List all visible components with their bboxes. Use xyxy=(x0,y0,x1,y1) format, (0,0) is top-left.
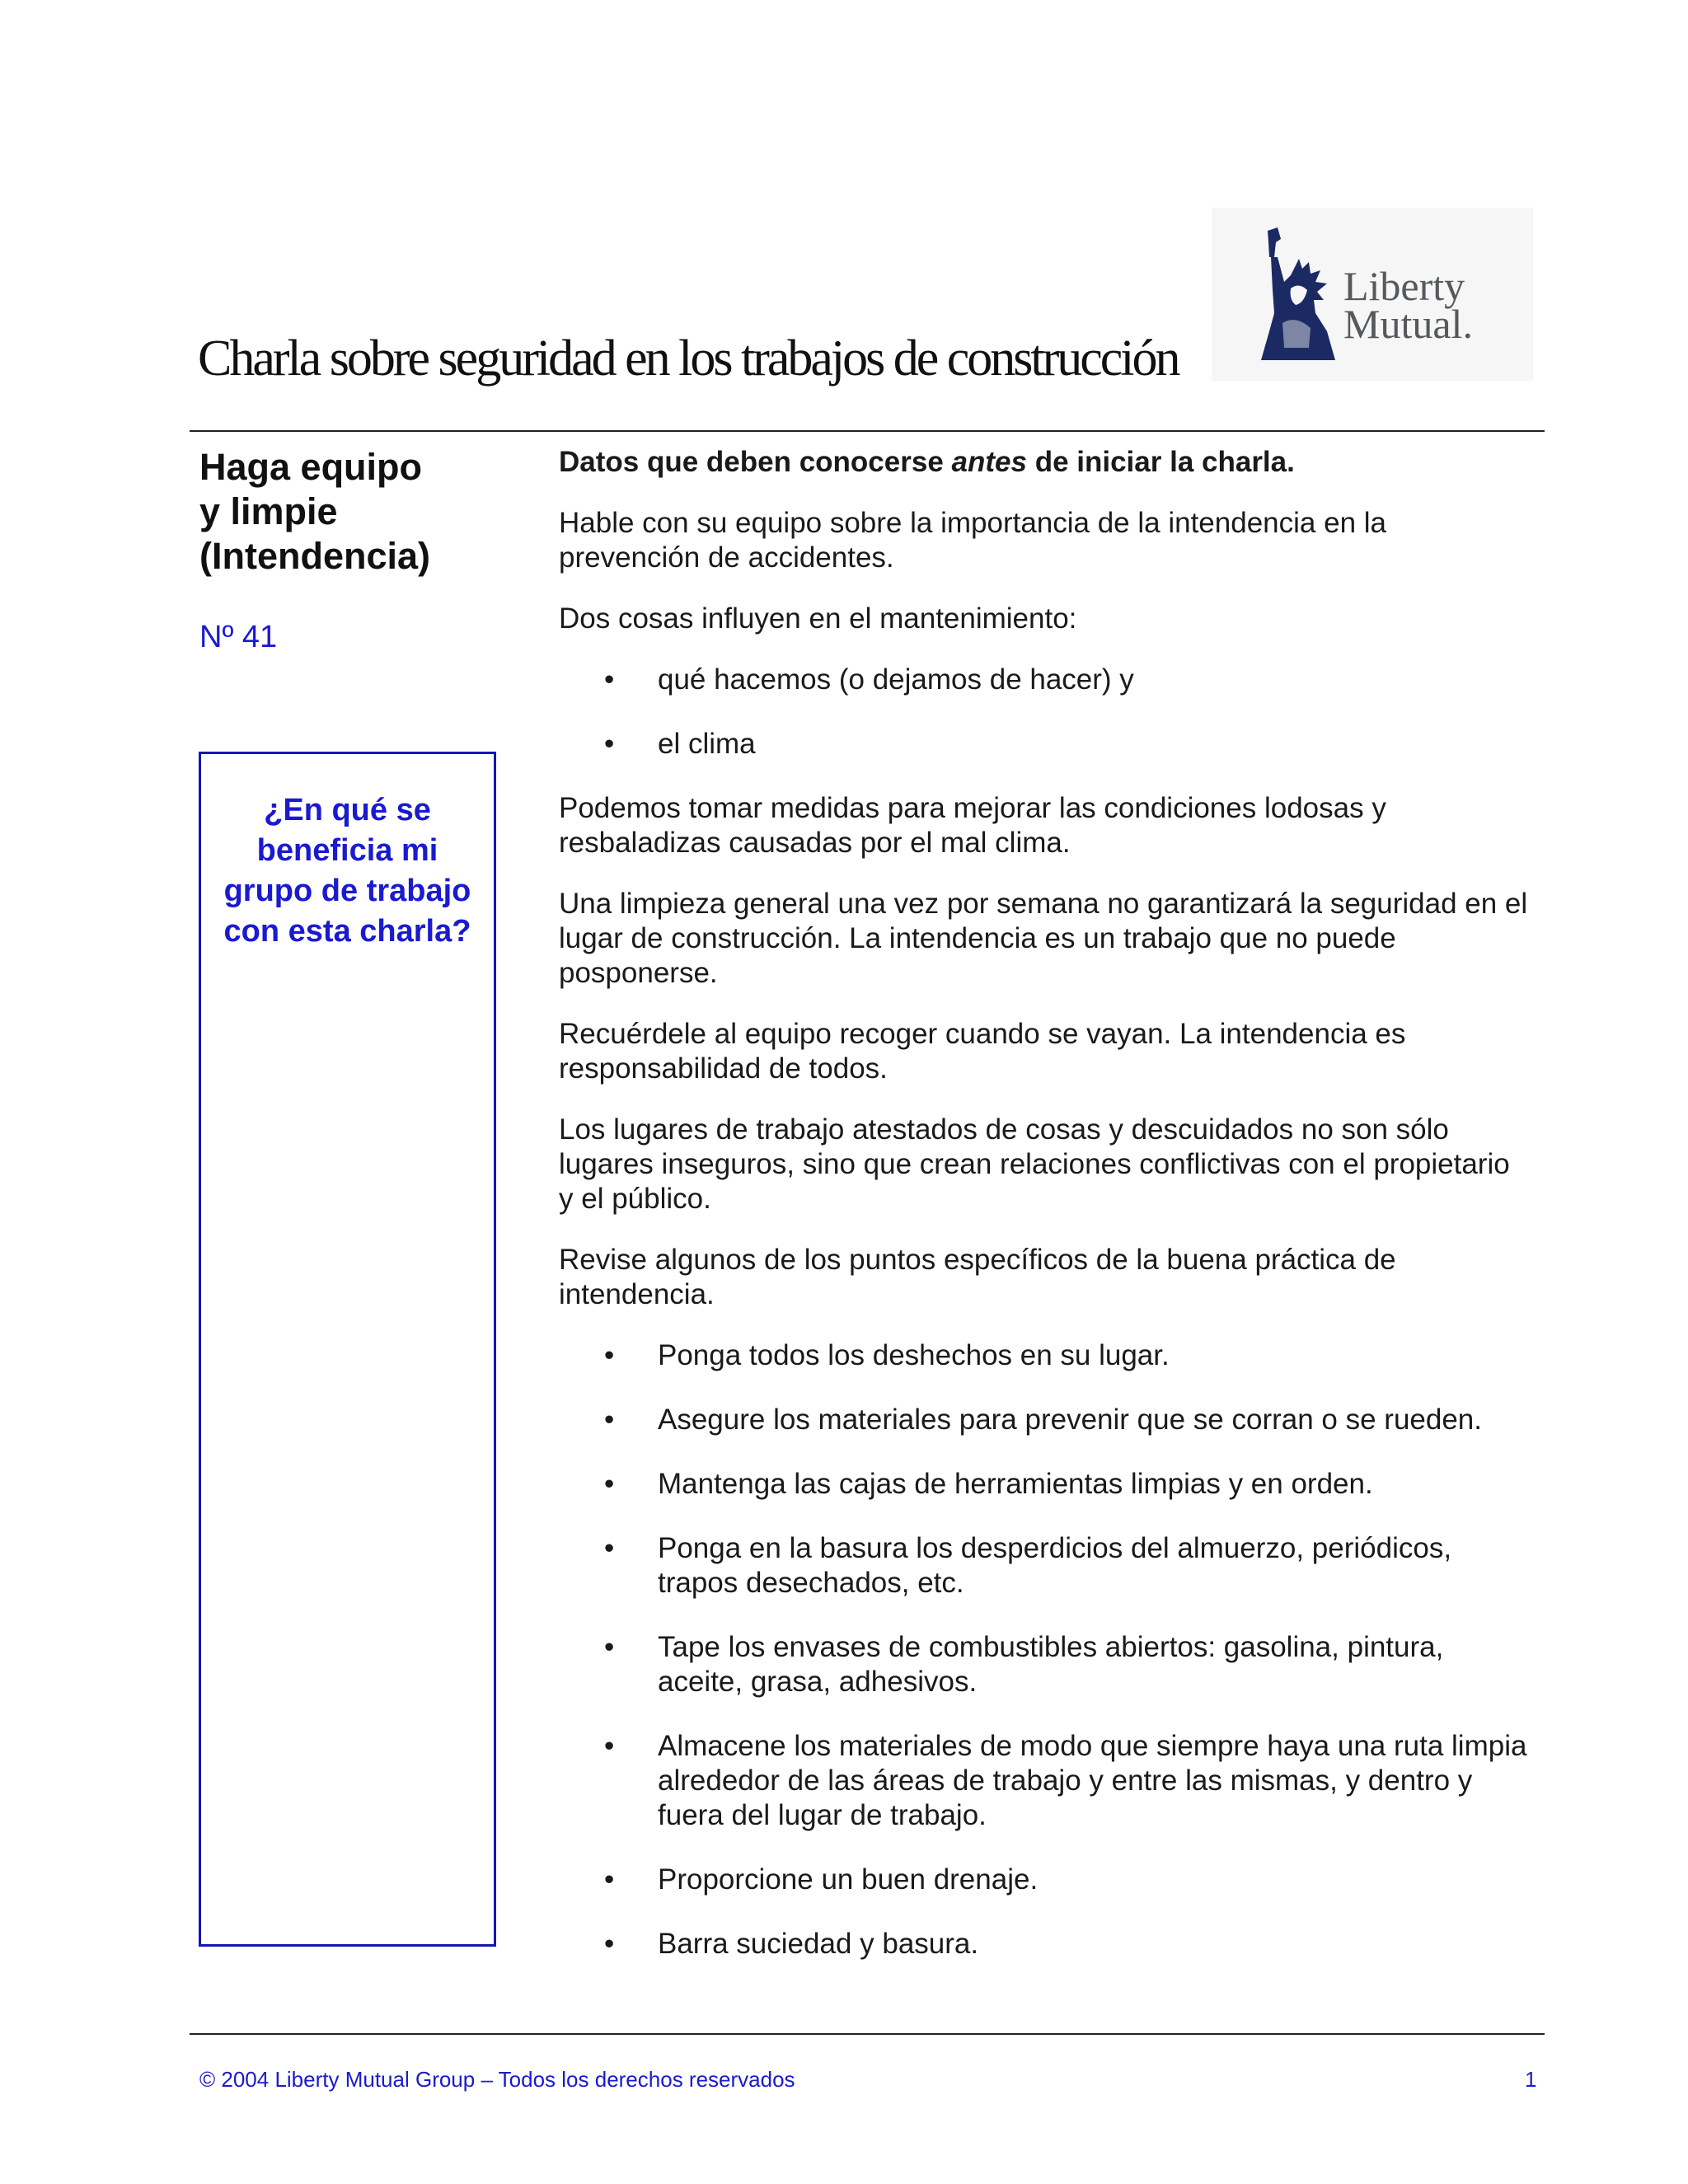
list-item xyxy=(559,1863,1531,1897)
intro-prefix: Datos que deben conocerse xyxy=(559,446,952,478)
factors-list xyxy=(559,663,1531,762)
list-item-text: Ponga en la basura los desperdicios del almuerzo, periódicos, trapos desechados, etc. xyxy=(658,1532,1452,1599)
topic-line-2: y limpie xyxy=(199,490,338,532)
main-content xyxy=(559,445,1531,1991)
list-item-text: Barra suciedad y basura. xyxy=(658,1928,979,1960)
list-item xyxy=(559,1927,1531,1961)
bullet-icon: • xyxy=(604,1339,615,1371)
bullet-icon: • xyxy=(604,728,615,760)
list-item xyxy=(559,1630,1531,1699)
topic-line-3: (Intendencia) xyxy=(199,535,431,577)
paragraph-2: Dos cosas influyen en el mantenimiento: xyxy=(559,602,1077,635)
list-item xyxy=(559,1467,1531,1502)
list-item-text: el clima xyxy=(658,728,756,760)
paragraph-4: Una limpieza general una vez por semana no garantizará la seguridad en el lugar de construcción. La intendencia es un trabajo que no puede posponerse. xyxy=(559,888,1528,989)
paragraph-7: Revise algunos de los puntos específicos de la buena práctica de intendencia. xyxy=(559,1244,1396,1310)
liberty-mutual-logo xyxy=(1212,208,1533,381)
list-item xyxy=(559,1531,1531,1601)
list-item-text: Almacene los materiales de modo que siempre haya una ruta limpia alrededor de las áreas de trabajo y entre las mismas, y dentro y fuera del lugar de trabajo. xyxy=(658,1730,1527,1831)
bullet-icon: • xyxy=(604,1928,615,1960)
list-item-text: Tape los envases de combustibles abiertos: gasolina, pintura, aceite, grasa, adhesivos. xyxy=(658,1631,1444,1698)
footer-divider xyxy=(190,2033,1545,2035)
list-item xyxy=(559,1729,1531,1833)
intro-heading xyxy=(559,445,1531,480)
logo-word-mutual-text: Mutual xyxy=(1343,301,1463,347)
header-divider xyxy=(190,430,1545,432)
list-item xyxy=(559,663,1531,697)
talk-topic-heading xyxy=(199,445,529,579)
logo-word-mutual xyxy=(1343,301,1473,347)
paragraph-3: Podemos tomar medidas para mejorar las condiciones lodosas y resbaladizas causadas por el mal clima. xyxy=(559,792,1386,859)
logo-wordmark xyxy=(1343,263,1473,347)
list-item-text: Mantenga las cajas de herramientas limpias y en orden. xyxy=(658,1468,1373,1500)
benefit-box xyxy=(199,752,496,1947)
list-item-text: Proporcione un buen drenaje. xyxy=(658,1863,1039,1896)
bullet-icon: • xyxy=(604,1863,615,1896)
list-item xyxy=(559,1338,1531,1373)
statue-of-liberty-icon xyxy=(1245,224,1352,364)
practices-list xyxy=(559,1338,1531,1961)
page-number: 1 xyxy=(1525,2067,1537,2092)
bullet-icon: • xyxy=(604,1730,615,1762)
bullet-icon: • xyxy=(604,663,615,696)
paragraph-6: Los lugares de trabajo atestados de cosas y descuidados no son sólo lugares inseguros, sino que crean relaciones conflictivas con el propietario y el público. xyxy=(559,1113,1510,1215)
list-item-text: Ponga todos los deshechos en su lugar. xyxy=(658,1339,1170,1371)
bullet-icon: • xyxy=(604,1631,615,1663)
list-item xyxy=(559,1403,1531,1437)
footer-copyright: © 2004 Liberty Mutual Group – Todos los derechos reservados xyxy=(199,2067,795,2092)
list-item xyxy=(559,727,1531,762)
benefit-question: ¿En qué se beneficia mi grupo de trabajo con esta charla? xyxy=(223,793,471,949)
paragraph-5: Recuérdele al equipo recoger cuando se vayan. La intendencia es responsabilidad de todos. xyxy=(559,1018,1406,1085)
page-title: Charla sobre seguridad en los trabajos de construcción xyxy=(198,330,1179,387)
logo-dot: . xyxy=(1462,301,1473,347)
talk-number: Nº 41 xyxy=(199,620,278,654)
bullet-icon: • xyxy=(604,1532,615,1564)
intro-suffix: de iniciar la charla. xyxy=(1026,446,1295,478)
intro-emphasis: antes xyxy=(951,446,1027,478)
logo-word-liberty: Liberty xyxy=(1343,263,1465,309)
topic-line-1: Haga equipo xyxy=(199,446,423,488)
list-item-text: Asegure los materiales para prevenir que se corran o se rueden. xyxy=(658,1404,1482,1436)
bullet-icon: • xyxy=(604,1404,615,1436)
paragraph-1: Hable con su equipo sobre la importancia de la intendencia en la prevención de accidentes. xyxy=(559,507,1386,574)
list-item-text: qué hacemos (o dejamos de hacer) y xyxy=(658,663,1134,696)
bullet-icon: • xyxy=(604,1468,615,1500)
